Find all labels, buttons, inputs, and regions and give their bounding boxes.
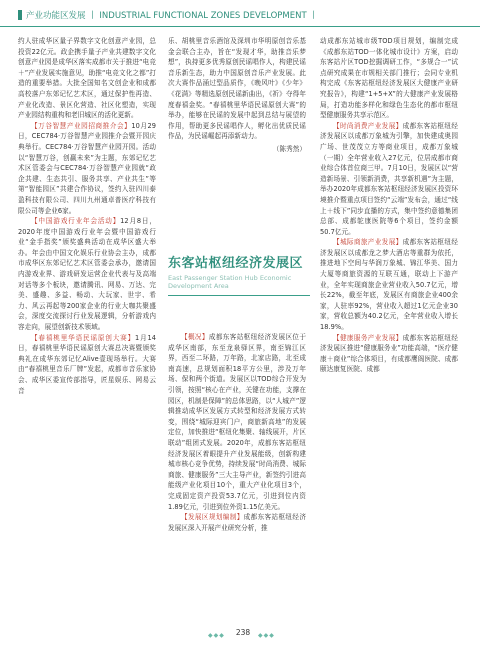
paragraph-text: 成都东客站枢纽经济发展区深入开展产业研究分析，推 xyxy=(168,513,306,532)
footer-ornament-left: ◆◆◆ xyxy=(208,632,225,639)
paragraph: 约人驻成华区量子界数字文化创意产业园，总投资22亿元。政企携手量子产业共建数字文化创意产业园是成华区落实成都市关于推进“电竞＋”产业发展实施意见，助推“电竞文化之都”打造的重要举措。大批全国知名文创企业和成都高校落户东郊记忆艺术区，通过保护性再造、产业化改造、景区化营造、社区化塑造，实现产业园结构重构和老旧城区的活化更新。 xyxy=(18,37,156,120)
section-title: 东客站枢纽经济发展区 xyxy=(168,256,304,271)
paragraph-text: 1月14日，春禧桃里华语民谣原创大赛总决赛暨颁奖典礼在成华东郊记忆Alive壹现场举行。大赛由“春禧桃里音乐厂牌”发起，成都市音乐家协会、成华区委宣传部指导，匠星娱乐、网易云音 xyxy=(18,333,156,395)
section-tag: 【概况】 xyxy=(181,333,209,341)
section-tag: 【健康服务产业发展】 xyxy=(333,333,403,342)
paragraph-text: 成都东客站枢纽经济发展区以成都万象城为引擎，加快建成奥园广场、世茂茂立方等商业项目，成都万象城（一期）全年营业收入27亿元，位居成都市商业综合体首位商三甲。7月10日，发展区以“营造新场景、引领新消费，共享新机遇”为主题，举办2020年成都东客站枢纽经济发展区投资环境推介暨重点项目签约“云端”发布会，通过“线上＋线下”同步直播的方式，集中签约意德集团总部、成都鸵康医院等6个项目，签约金额50.7亿元。 xyxy=(320,121,459,236)
running-header xyxy=(0,0,480,27)
paragraph xyxy=(320,237,458,332)
header-accent-bar xyxy=(18,10,22,20)
paragraph xyxy=(168,332,306,512)
paragraph: 动成都东站城市级TOD项目规划，编制完成《成都东站TOD一体化城市设计》方案，启动东客站片区TOD挖掘调研工作，“多规合一”试点研究成果在市规相关部门推行；会同专业机构完成《东客站枢纽经济发展区大健康产业研究报告》，构建“1+5+X”的大健康产业发展格局，打造功能多样化和绿色生态化的都市枢纽型健康服务共享示范区。 xyxy=(320,37,458,120)
page-number: 238 xyxy=(235,628,251,637)
section-subtitle-en xyxy=(168,274,310,290)
section-tag: 【中国游戏行业年会活动】 xyxy=(31,217,121,226)
section-tag: 【万谷智慧产业园招商推介会】 xyxy=(31,121,132,130)
paragraph: 乐、胡桃里音乐酒馆及深圳市华明原创音乐基金会联合主办，旨在“发现才华，助推音乐梦想”，执持更多优秀原创民谣唱作人，构建民谣音乐新生态，助力中国原创音乐产业发展。此次大赛作品涌过型品质作，《晚风叶》《少年》《花满》等精选原创民谣新曲出，《祈》夺得年度春禧金奖。“春禧桃里华语民谣原创大赛”的举办，能够在民谣的发展中起到总结与展望的作用，帮助更多民谣唱作人，孵化出优质民谣作品，为民谣崛起再添新动力。 xyxy=(168,37,306,141)
paragraph-text: 10月29日，CEC784·万谷智慧产业园推介会暨开园庆典举行。CEC784·万谷智慧产业园开园。活动以“智慧万谷，创赢未来”为主题，东郊记忆艺术区管委会与CEC784·万谷智慧产业园就“政企共建、生态共引、服务共享、产业共生”等第“智能园区”共建合作协议，签约入驻四川泰盈科技有限公司、四川九州通卓普医疗科技有限公司等企业6家。 xyxy=(18,121,156,215)
section-tag: 【城际商旅产业发展】 xyxy=(333,238,403,247)
paragraph xyxy=(18,121,156,216)
section-heading xyxy=(168,250,310,320)
paragraph-text: 12月8日，2020年度中国游戏行业年会暨中国游戏行业“金手指奖”颁奖盛典活动在成华区盛大举办。年会由中国文化娱乐行业协会主办，成都市成华区东郊记忆艺术区管委会承办，邀请国内游戏业界、游戏研发运营企业代表与及高端对话等多个板块，邀请腾讯、网易、万达、完美、盛趣、多益、畅动、大玩家、世宇、希力、风云再起等200家企业的行业大咖共聚盛会，深度交流探讨行业发展逻辑，分析游戏内容走向，展望创新技术领域。 xyxy=(18,217,156,332)
author-credit: （陈秀然） xyxy=(272,144,306,153)
column-left xyxy=(18,36,156,396)
section-tag: 【时尚消费产业发展】 xyxy=(333,121,403,130)
paragraph xyxy=(18,216,156,333)
subtitle-line: Development Area xyxy=(168,282,229,290)
paragraph-text: 成都东客站枢纽经济发展区位于成华区南部，东至龙泉驿区界，南至锦江区界，西至二环路，万年路，北家店路，北至成南高速，总规划面积18平方公里，涉及万年场、保和两个街道。发展区以TOD综合开发为引领，按照“核心在产业，关键在功能，支撑在园区，机制是保障”的总体思路，以“人城产”逻辑推动成华区发展方式转型和经济发展方式转变，围绕“城际迎宾门户，商旅新高地”的发展定位，加快推进“枢纽化集聚、轴线展开，片区联动”组团式发展。2020年，成都东客站枢纽经济发展区着眼提升产业发展能级，创新构建城市核心竞争优势，持续发展“时尚消费、城际商旅、健康服务”三大主导产业，新签约引进高能级产业化项目10个，重大产业化项目3个，完成固定资产投资53.7亿元，引进到位内资1.89亿元，引进到位外资1.15亿美元。 xyxy=(168,333,307,511)
page-footer xyxy=(0,628,480,642)
section-tag: 【春禧桃里华语民谣原创大赛】 xyxy=(31,333,136,342)
column-right xyxy=(320,36,458,375)
column-middle-bottom xyxy=(168,332,306,533)
paragraph xyxy=(18,333,156,397)
column-middle-top xyxy=(168,36,306,246)
footer-ornament-right: ◆◆◆ xyxy=(258,632,275,639)
subtitle-line: East Passenger Station Hub Economic xyxy=(168,274,292,282)
section-tag: 【发展区规划编制】 xyxy=(181,513,244,522)
paragraph-text: 成都东客站枢纽经济发展区以成都龙之梦大酒店等重群为依托，推进地下空间与华润万象城、锦江华美、国力大厦等商旅资源的互联互通，联动上下游产业，全年实现商旅企业营业收入50.7亿元，增长22%，截至年底，发展区有商旅企业400余家，人驻率92%，营业收入超过1亿元企业30家，营收总额为40.2亿元，全年营业收入增长18.9%。 xyxy=(320,238,459,332)
section-rule xyxy=(168,295,310,296)
paragraph xyxy=(320,333,458,375)
paragraph-text: 成都东客站枢纽经济发展区推进“健康服务业”功能高端，“医疗健康＋商业”综合体项目，有成都鹰阁医院、成都颐达康复医院、成都 xyxy=(320,333,459,374)
paragraph xyxy=(168,512,306,533)
header-title: 产业功能区发展 丨 INDUSTRIAL FUNCTIONAL ZONES DEVELOPMENT 丨 xyxy=(26,11,318,21)
paragraph xyxy=(320,121,458,238)
